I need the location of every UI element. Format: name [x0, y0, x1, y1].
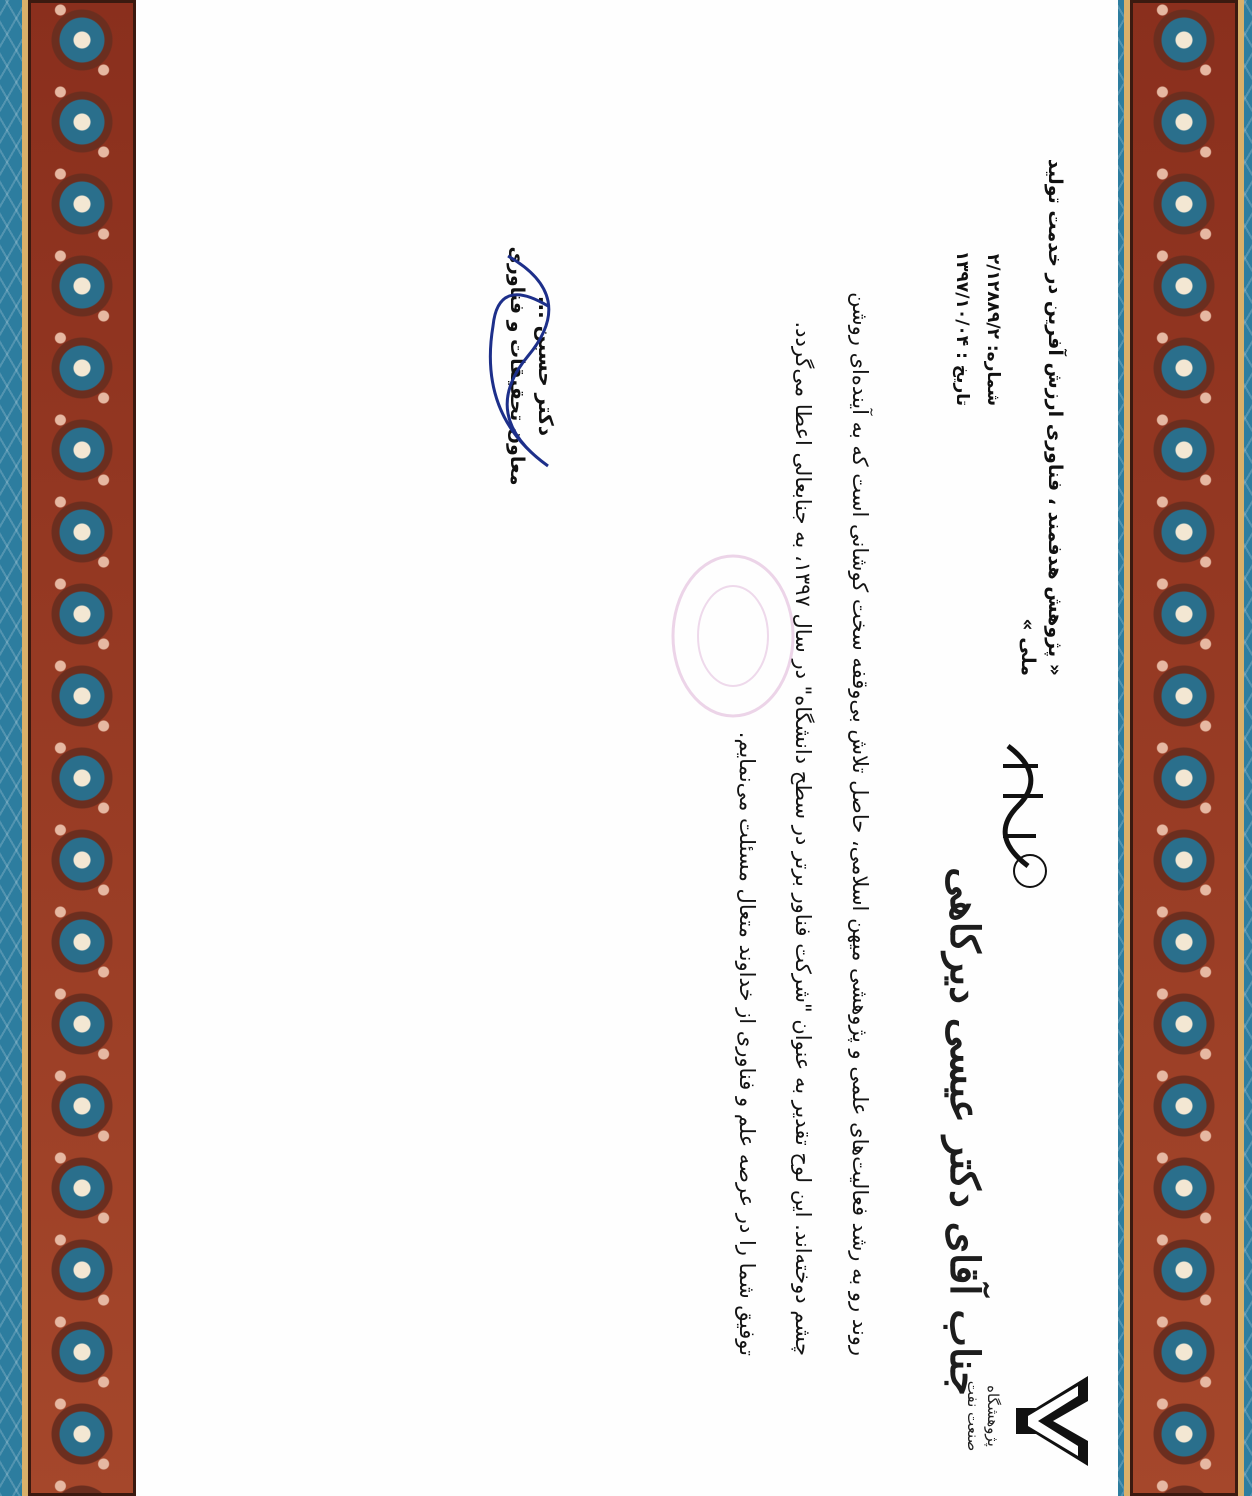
body-line-1: روند رو به رشد فعالیت‌های علمی و پژوهشی میهن اسلامی، حاصل تلاش بی‌وقفه سخت کوشانی است که به آینده‌ای روشن [848, 292, 872, 1356]
signature-block [506, 236, 558, 496]
signatory-name: دکتر حسین ... [534, 295, 558, 437]
reference-number: شماره: ۲/۱۲۸۸۹/۲ [983, 253, 1003, 406]
certificate-page [136, 0, 1118, 1496]
ornamental-border-right [1124, 0, 1244, 1496]
ornamental-border-left [22, 0, 142, 1496]
motto-text: « پژوهش هدفمند ، فناوری ارزش آفرین در خدمت تولید ملی » [1017, 158, 1066, 676]
reference-date: تاریخ : ۱۳۹۷/۱۰/۰۴ [952, 250, 973, 406]
logo-caption-line-2: صنعت نفت [964, 1380, 983, 1452]
faded-stamp-icon [648, 536, 818, 736]
body-line-3: توفیق شما را در عرصه علم و فناوری از خداوند متعال مسئلت می‌نمایم. [734, 731, 759, 1356]
recipient-heading: جناب آقای دکتر عیسی دیرکاهی [941, 867, 988, 1396]
logo-caption-line-1: پژوهشگاه [984, 1385, 1002, 1447]
body-line-2: چشم دوخته‌اند. این لوح تقدیر به عنوان "شرکت فناور برتر در سطح دانشگاه" در سال ۱۳۹۷، به جنابعالی اعطا می‌گردد. [791, 321, 816, 1356]
certificate-body [718, 156, 888, 1356]
signatory-title: معاون تحقیقات و فناوری [506, 246, 528, 486]
bismillah-calligraphy-icon [988, 736, 1058, 896]
institute-logo-icon [1008, 1366, 1098, 1476]
certificate-content [136, 0, 1118, 1496]
handwritten-signature-icon [468, 236, 588, 496]
reference-block [947, 146, 1008, 406]
